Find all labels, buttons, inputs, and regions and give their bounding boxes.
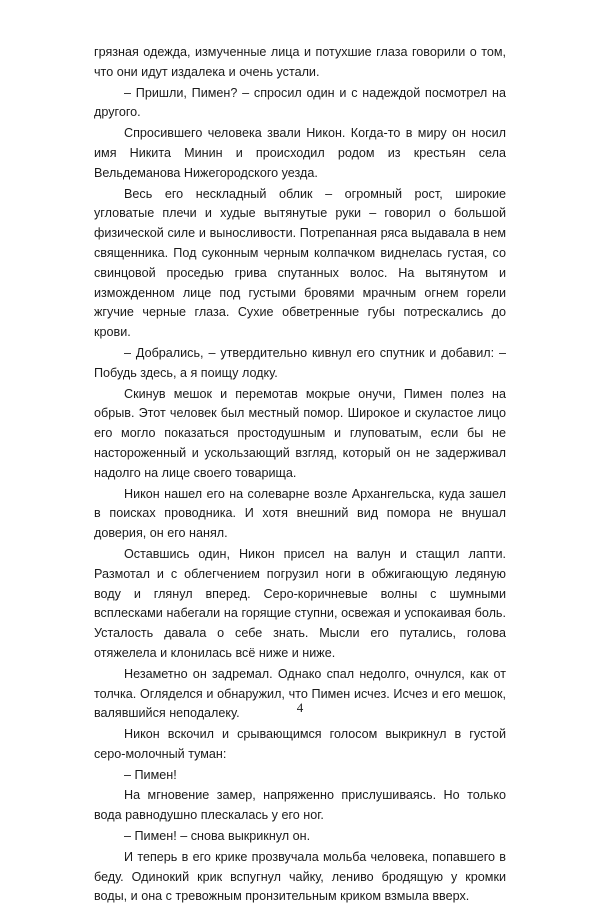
paragraph: – Пришли, Пимен? – спросил один и с надеждой посмотрел на другого. (94, 85, 506, 120)
paragraph-continuation: грязная одежда, измученные лица и потухшие глаза говорили о том, что они идут издалека и очень устали. (94, 45, 506, 79)
paragraph: Никон вскочил и срывающимся голосом выкрикнул в густой серо-молочный туман: (94, 727, 506, 761)
paragraph: И теперь в его крике прозвучала мольба человека, попавшего в беду. Одинокий крик вспугнул чайку, лениво бродящую у кромки воды, и она с тревожным пронзительным криком взмыла вверх. (94, 849, 506, 904)
paragraph: Незаметно он задремал. Однако спал недолго, очнулся, как от толчка. Огляделся и обнаружил, что Пимен исчез. Исчез и его мешок, валявшийся неподалеку. (94, 666, 506, 721)
paragraph: – Добрались, – утвердительно кивнул его спутник и добавил: – Побудь здесь, а я поищу лодку. (94, 345, 506, 380)
paragraph: Скинув мешок и перемотав мокрые онучи, Пимен полез на обрыв. Этот человек был местный помор. Широкое и скуластое лицо его могло показаться простодушным и глуповатым, если бы не настороженный и ускользающий взгляд, который он не задерживал надолго на лице своего товарища. (94, 386, 506, 480)
page-text (94, 43, 506, 908)
paragraph: На мгновение замер, напряженно прислушиваясь. Но только вода равнодушно плескалась у его ног. (94, 788, 506, 823)
paragraph: Оставшись один, Никон присел на валун и стащил лапти. Размотал и с облегчением погрузил ноги в обжигающую ледяную воду и глянул вперед. Серо-коричневые волны с шумными всплесками набегали на горящие ступни, освежая и успокаивая боль. Усталость давала о себе знать. Мысли его путались, голова отяжелела и клонилась всё ниже и ниже. (94, 546, 506, 660)
paragraph: Спросившего человека звали Никон. Когда-то в миру он носил имя Никита Минин и происходил родом из крестьян села Вельдеманова Нижегородского уезда. (94, 126, 506, 180)
paragraph: Никон нашел его на солеварне возле Архангельска, куда зашел в поисках проводника. И хотя внешний вид помора не внушал доверия, он его нанял. (94, 486, 506, 541)
paragraph: Весь его нескладный облик – огромный рост, широкие угловатые плечи и худые вытянутые руки – говорил о большой физической силе и выносливости. Потрепанная ряса выдавала в нем священника. Под суконным черным колпачком виднелась густая, со свинцовой проседью грива спутанных волос. На вытянутом и изможденном лице под густыми бровями мрачным огнем горели жгучие черные глаза. Сухие обветренные губы потрескались до крови. (94, 186, 506, 340)
page-number: 4 (296, 700, 304, 715)
paragraph: – Пимен! – снова выкрикнул он. (124, 829, 311, 844)
paragraph: – Пимен! (124, 767, 177, 782)
